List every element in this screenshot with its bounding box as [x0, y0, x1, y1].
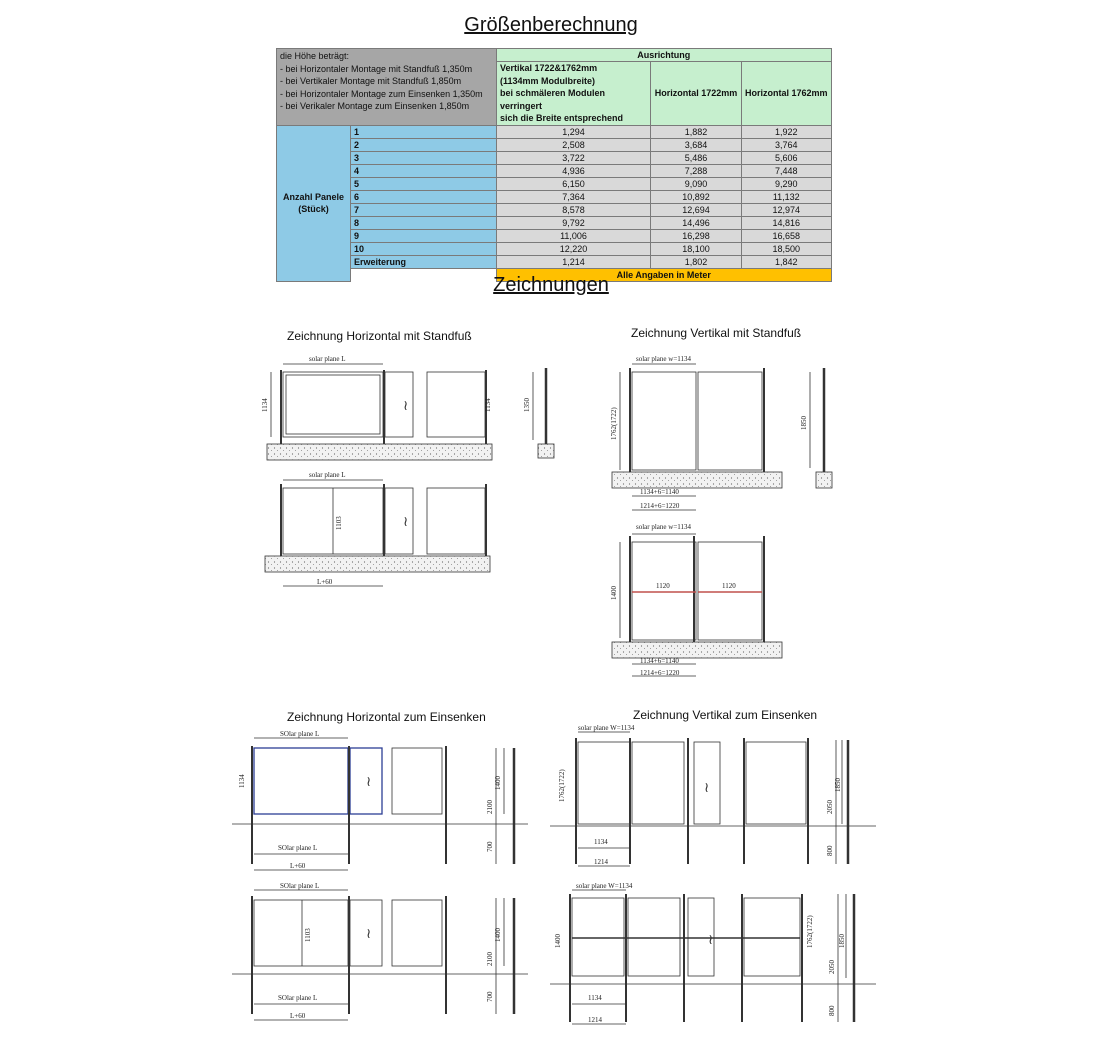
- dim-label: solar plane w=1134: [636, 523, 692, 531]
- dim-label: 800: [826, 845, 834, 856]
- horizontal-1762-cell: 1,922: [742, 125, 832, 138]
- vertical-width-cell: 7,364: [497, 190, 651, 203]
- table-row: [277, 242, 832, 255]
- dim-label: SOlar plane L: [278, 994, 318, 1002]
- panel-count-cell: 4: [351, 164, 497, 177]
- break-symbol: ≀: [366, 773, 372, 789]
- horizontal-1762-cell: 16,658: [742, 229, 832, 242]
- dim-label: 1400: [494, 928, 502, 942]
- break-symbol: ≀: [708, 931, 714, 947]
- vertical-width-cell: 4,936: [497, 164, 651, 177]
- dim-label: SOlar plane L: [280, 730, 320, 738]
- panel-count-cell: 6: [351, 190, 497, 203]
- dim-label: 2050: [828, 960, 836, 974]
- horizontal-1722-cell: 16,298: [651, 229, 742, 242]
- dim-label: 1120: [656, 582, 670, 590]
- drawing-vertical-foot: [598, 350, 843, 685]
- horizontal-1722-cell: 10,892: [651, 190, 742, 203]
- horizontal-1762-cell: 11,132: [742, 190, 832, 203]
- col-vertical-line: (1134mm Modulbreite): [500, 75, 596, 86]
- vertical-width-cell: 8,578: [497, 203, 651, 216]
- table-row: [277, 151, 832, 164]
- dim-label: 2100: [486, 952, 494, 966]
- panel-count-cell: 9: [351, 229, 497, 242]
- vertical-width-cell: 1,294: [497, 125, 651, 138]
- height-note: - bei Horizontaler Montage zum Einsenken 1,350m: [280, 88, 483, 99]
- horizontal-1722-cell: 12,694: [651, 203, 742, 216]
- dim-label: solar plane L: [309, 355, 346, 363]
- col-vertical: [497, 62, 651, 126]
- page-title: Größenberechnung: [464, 14, 638, 36]
- horizontal-1722-cell: 14,496: [651, 216, 742, 229]
- table-row: [277, 216, 832, 229]
- vertical-width-cell: 11,006: [497, 229, 651, 242]
- dim-label: 1762(1722): [610, 407, 618, 440]
- dim-label: 1762(1722): [558, 769, 566, 802]
- height-note: - bei Verikaler Montage zum Einsenken 1,850m: [280, 101, 470, 111]
- panel-count-cell: 5: [351, 177, 497, 190]
- horizontal-1722-cell: 1,802: [651, 255, 742, 268]
- horizontal-1722-cell: 7,288: [651, 164, 742, 177]
- col-horizontal-1722: Horizontal 1722mm: [651, 62, 742, 126]
- table-row: [277, 229, 832, 242]
- dim-label: 1350: [523, 398, 531, 412]
- table-row: [277, 125, 832, 138]
- height-notes: [277, 49, 497, 126]
- panel-count-cell: 1: [351, 125, 497, 138]
- vertical-width-cell: 2,508: [497, 138, 651, 151]
- horizontal-1762-cell: 3,764: [742, 138, 832, 151]
- horizontal-1762-cell: 5,606: [742, 151, 832, 164]
- panel-count-cell: 3: [351, 151, 497, 164]
- horizontal-1762-cell: 1,842: [742, 255, 832, 268]
- panel-count-cell: 10: [351, 242, 497, 255]
- vertical-width-cell: 1,214: [497, 255, 651, 268]
- caption-horizontal-sink: Zeichnung Horizontal zum Einsenken: [287, 710, 486, 724]
- vertical-width-cell: 9,792: [497, 216, 651, 229]
- horizontal-1722-cell: 9,090: [651, 177, 742, 190]
- dim-label: solar plane W=1134: [578, 724, 635, 732]
- dim-label: 1120: [722, 582, 736, 590]
- dim-label: SOlar plane L: [280, 882, 320, 890]
- horizontal-1762-cell: 9,290: [742, 177, 832, 190]
- dim-label: 1134+6=1140: [640, 657, 679, 665]
- horizontal-1722-cell: 5,486: [651, 151, 742, 164]
- col-vertical-line: Vertikal 1722&1762mm: [500, 63, 598, 73]
- dim-label: 1762(1722): [806, 915, 814, 948]
- panel-count-cell: Erweiterung: [351, 255, 497, 268]
- units-note: Alle Angaben in Meter: [497, 268, 832, 281]
- height-note: - bei Horizontaler Montage mit Standfuß 1,350m: [280, 63, 473, 74]
- col-vertical-line: bei schmäleren Modulen verringert: [500, 88, 606, 111]
- dim-label: 1400: [610, 586, 618, 600]
- dim-label: 1214+6=1220: [640, 502, 680, 510]
- dim-label: solar plane w=1134: [636, 355, 692, 363]
- dim-label: 2100: [486, 800, 494, 814]
- dim-label: L+60: [290, 862, 306, 870]
- drawing-horizontal-sink: [230, 728, 530, 1028]
- row-label-line: Anzahl Panele: [282, 192, 345, 202]
- dim-label: 1214: [588, 1016, 602, 1024]
- drawing-horizontal-foot: [255, 350, 570, 600]
- dim-label: 1103: [335, 516, 343, 530]
- dim-label: L+60: [317, 578, 333, 586]
- caption-vertical-sink: Zeichnung Vertikal zum Einsenken: [633, 708, 818, 722]
- horizontal-1762-cell: 14,816: [742, 216, 832, 229]
- break-symbol: ≀: [403, 397, 409, 413]
- dim-label: 800: [828, 1005, 836, 1016]
- table-row: [277, 190, 832, 203]
- col-vertical-line: sich die Breite entsprechend: [500, 113, 624, 123]
- dim-label: 1103: [304, 928, 312, 942]
- dim-label: 1134: [594, 838, 608, 846]
- dim-label: 1134: [484, 398, 492, 412]
- dim-label: 1400: [494, 776, 502, 790]
- horizontal-1722-cell: 18,100: [651, 242, 742, 255]
- panel-count-cell: 7: [351, 203, 497, 216]
- horizontal-1762-cell: 18,500: [742, 242, 832, 255]
- table-row: [277, 255, 832, 268]
- break-symbol: ≀: [403, 513, 409, 529]
- row-label-panel-count: [277, 125, 351, 281]
- dim-label: L+60: [290, 1012, 306, 1020]
- horizontal-1762-cell: 12,974: [742, 203, 832, 216]
- caption-vertical-foot: Zeichnung Vertikal mit Standfuß: [631, 326, 802, 340]
- vertical-width-cell: 12,220: [497, 242, 651, 255]
- break-symbol: ≀: [704, 779, 710, 795]
- col-horizontal-1762: Horizontal 1762mm: [742, 62, 832, 126]
- dim-label: 1214+6=1220: [640, 669, 680, 677]
- dim-label: 1850: [834, 778, 842, 792]
- horizontal-1762-cell: 7,448: [742, 164, 832, 177]
- drawing-vertical-sink: [548, 722, 878, 1032]
- row-label-line: (Stück): [298, 204, 329, 214]
- dim-label: 1134: [261, 398, 269, 412]
- horizontal-1722-cell: 3,684: [651, 138, 742, 151]
- drawings-title: Zeichnungen: [493, 274, 609, 296]
- dim-label: 1134+6=1140: [640, 488, 679, 496]
- dim-label: 1850: [838, 934, 846, 948]
- height-note: die Höhe beträgt:: [280, 51, 350, 61]
- dim-label: SOlar plane L: [278, 844, 318, 852]
- panel-count-cell: 8: [351, 216, 497, 229]
- dim-label: 1134: [238, 774, 246, 788]
- table-row: [277, 203, 832, 216]
- size-calculation-table: [276, 48, 832, 282]
- dim-label: 700: [486, 991, 494, 1002]
- vertical-width-cell: 3,722: [497, 151, 651, 164]
- break-symbol: ≀: [366, 925, 372, 941]
- table-row: [277, 138, 832, 151]
- dim-label: 700: [486, 841, 494, 852]
- dim-label: 1134: [588, 994, 602, 1002]
- table-row: [277, 164, 832, 177]
- caption-horizontal-foot: Zeichnung Horizontal mit Standfuß: [287, 329, 472, 343]
- dim-label: 1214: [594, 858, 608, 866]
- dim-label: 2050: [826, 800, 834, 814]
- orientation-header: Ausrichtung: [497, 49, 832, 62]
- dim-label: 1400: [554, 934, 562, 948]
- vertical-width-cell: 6,150: [497, 177, 651, 190]
- dim-label: solar plane W=1134: [576, 882, 633, 890]
- horizontal-1722-cell: 1,882: [651, 125, 742, 138]
- height-note: - bei Vertikaler Montage mit Standfuß 1,850m: [280, 76, 462, 86]
- table-row: [277, 177, 832, 190]
- panel-count-cell: 2: [351, 138, 497, 151]
- dim-label: 1850: [800, 416, 808, 430]
- dim-label: solar plane L: [309, 471, 346, 479]
